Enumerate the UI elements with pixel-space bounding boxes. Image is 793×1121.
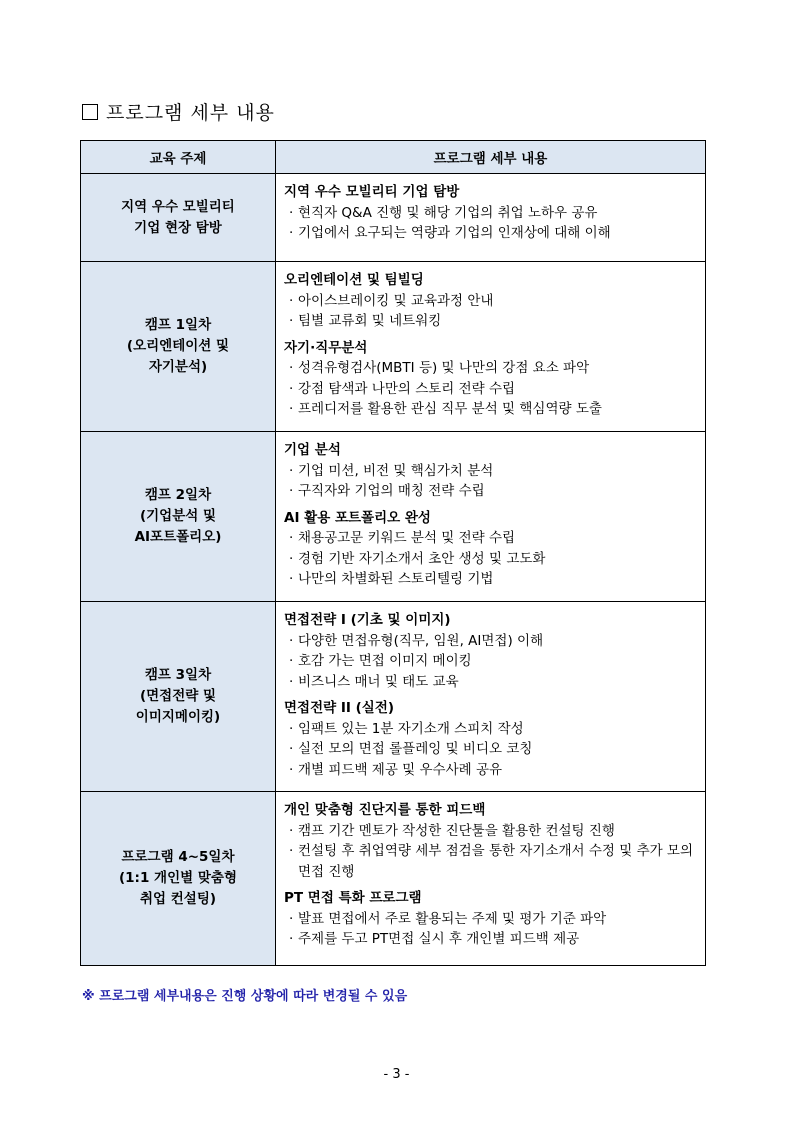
detail-cell [276, 792, 706, 966]
detail-group-title: 개인 맞춤형 진단지를 통한 피드백 [284, 802, 486, 818]
topic-line: 지역 우수 모빌리티 [121, 198, 235, 215]
detail-item: · 강점 탐색과 나만의 스토리 전략 수립 [284, 379, 697, 400]
header-detail: 프로그램 세부 내용 [276, 141, 706, 174]
detail-group [284, 610, 697, 692]
detail-group-title: PT 면접 특화 프로그램 [284, 890, 422, 906]
detail-item: · 비즈니스 매너 및 태도 교육 [284, 672, 697, 693]
detail-item: · 다양한 면접유형(직무, 임원, AI면접) 이해 [284, 631, 697, 652]
detail-item: · 구직자와 기업의 매칭 전략 수립 [284, 481, 697, 502]
detail-item: · 나만의 차별화된 스토리텔링 기법 [284, 569, 697, 590]
detail-group [284, 440, 697, 502]
detail-cell [276, 262, 706, 432]
topic-cell [81, 602, 276, 792]
detail-group [284, 270, 697, 332]
topic-line: (1:1 개인별 맞춤형 [118, 870, 237, 886]
section-title-text: 프로그램 세부 내용 [106, 102, 275, 124]
table-row [81, 174, 706, 262]
table-row [81, 432, 706, 602]
detail-item: · 경험 기반 자기소개서 초안 생성 및 고도화 [284, 549, 697, 570]
topic-cell [81, 174, 276, 262]
detail-group-title: 면접전략 I (기초 및 이미지) [284, 612, 451, 628]
detail-group [284, 698, 697, 780]
detail-item: · 성격유형검사(MBTI 등) 및 나만의 강점 요소 파악 [284, 358, 697, 379]
topic-line: 캠프 2일차 [144, 487, 212, 503]
table-body [81, 174, 706, 966]
detail-group [284, 338, 697, 420]
detail-group-title: AI 활용 포트폴리오 완성 [284, 509, 431, 526]
detail-item: · 컨설팅 후 취업역량 세부 점검을 통한 자기소개서 수정 및 추가 모의 면접 진행 [284, 841, 697, 882]
topic-line: AI포트폴리오) [134, 529, 222, 545]
detail-item: · 채용공고문 키워드 분석 및 전략 수립 [284, 528, 697, 549]
topic-cell [81, 262, 276, 432]
topic-line: 자기분석) [148, 359, 208, 375]
topic-line: (면접전략 및 [139, 688, 217, 704]
topic-line: 취업 컨설팅) [139, 891, 217, 907]
program-table [80, 140, 706, 966]
detail-item: · 주제를 두고 PT면접 실시 후 개인별 피드백 제공 [284, 929, 697, 950]
topic-line: 기업 현장 탐방 [134, 219, 222, 236]
detail-item: · 팀별 교류회 및 네트워킹 [284, 311, 697, 332]
table-row [81, 602, 706, 792]
topic-cell [81, 792, 276, 966]
page-number: - 3 - [383, 1067, 410, 1082]
detail-item: · 호감 가는 면접 이미지 메이킹 [284, 651, 697, 672]
detail-item: · 발표 면접에서 주로 활용되는 주제 및 평가 기준 파악 [284, 909, 697, 930]
topic-cell [81, 432, 276, 602]
detail-group [284, 182, 697, 244]
topic-line: 프로그램 4~5일차 [121, 849, 235, 865]
detail-group [284, 888, 697, 950]
header-topic: 교육 주제 [81, 141, 276, 174]
topic-line: 캠프 3일차 [144, 667, 212, 683]
detail-item: · 아이스브레이킹 및 교육과정 안내 [284, 291, 697, 312]
detail-group-title: 면접전략 II (실전) [284, 700, 395, 716]
section-title [82, 98, 275, 125]
detail-group [284, 800, 697, 882]
topic-line: 캠프 1일차 [144, 317, 212, 333]
detail-item: · 개별 피드백 제공 및 우수사례 공유 [284, 760, 697, 781]
detail-group-title: 지역 우수 모빌리티 기업 탐방 [284, 184, 460, 200]
detail-item: · 임팩트 있는 1분 자기소개 스피치 작성 [284, 719, 697, 740]
detail-group-title: 오리엔테이션 및 팀빌딩 [284, 272, 424, 288]
detail-group-title: 자기·직무분석 [284, 339, 368, 356]
topic-line: 이미지메이킹) [135, 709, 221, 725]
detail-cell [276, 432, 706, 602]
table-row [81, 792, 706, 966]
detail-group-title: 기업 분석 [284, 442, 341, 458]
table-row [81, 262, 706, 432]
checkbox-square-icon [82, 104, 98, 120]
detail-group [284, 508, 697, 590]
detail-item: · 캠프 기간 멘토가 작성한 진단툴을 활용한 컨설팅 진행 [284, 821, 697, 842]
detail-cell [276, 174, 706, 262]
detail-item: · 프레디저를 활용한 관심 직무 분석 및 핵심역량 도출 [284, 399, 697, 420]
detail-item: · 현직자 Q&A 진행 및 해당 기업의 취업 노하우 공유 [284, 203, 697, 224]
table-header-row [81, 141, 706, 174]
topic-line: (오리엔테이션 및 [126, 338, 230, 354]
footnote: ※ 프로그램 세부내용은 진행 상황에 따라 변경될 수 있음 [82, 989, 408, 1004]
detail-item: · 실전 모의 면접 롤플레잉 및 비디오 코칭 [284, 739, 697, 760]
topic-line: (기업분석 및 [139, 508, 217, 524]
detail-item: · 기업에서 요구되는 역량과 기업의 인재상에 대해 이해 [284, 223, 697, 244]
detail-cell [276, 602, 706, 792]
detail-item: · 기업 미션, 비전 및 핵심가치 분석 [284, 461, 697, 482]
